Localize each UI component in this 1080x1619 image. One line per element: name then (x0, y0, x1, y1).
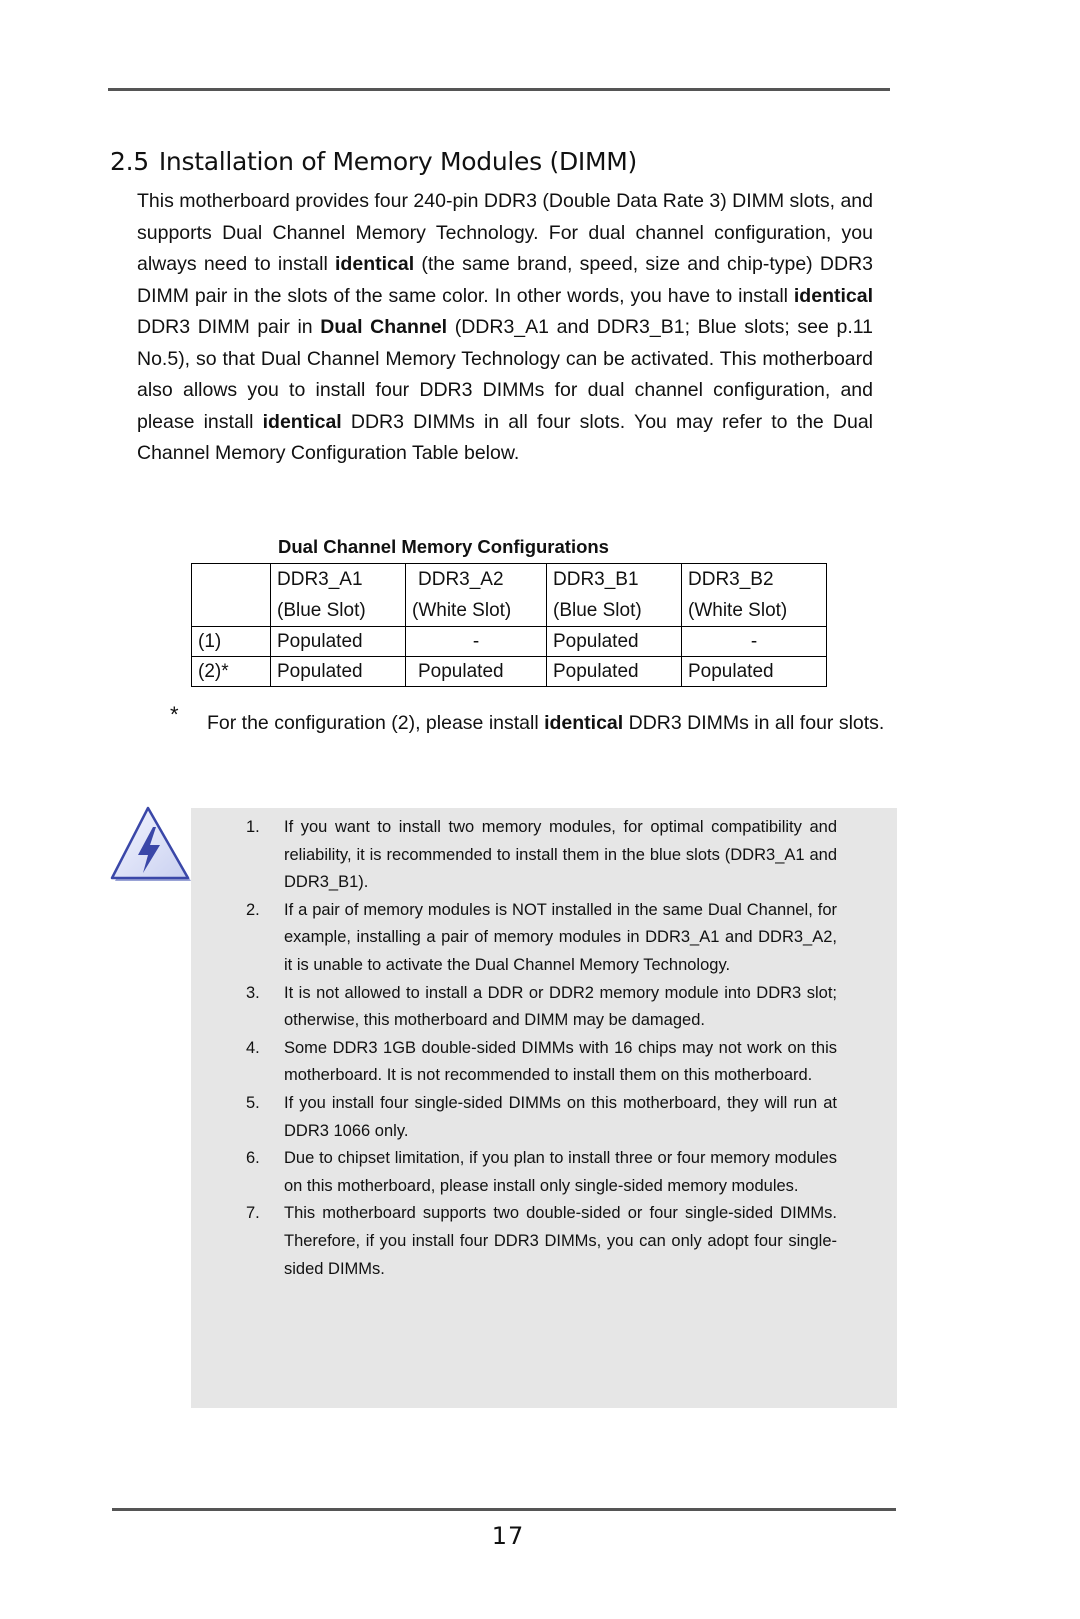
slot-color: (Blue Slot) (553, 600, 642, 621)
list-item-number: 1. (246, 818, 260, 836)
section-title-text: Installation of Memory Modules (DIMM) (158, 147, 637, 176)
list-item-text: This motherboard supports two double-sided or four single-sided DIMMs. Therefore, if you install four DDR3 DIMMs, you can only adopt four single-sided DIMMs. (284, 1204, 837, 1278)
row-label: (1) (192, 627, 271, 657)
list-item (246, 1200, 837, 1283)
list-item (246, 814, 837, 897)
table-cell: Populated (271, 627, 406, 657)
memory-config-table (191, 563, 827, 687)
list-item-number: 7. (246, 1204, 260, 1223)
list-item-text: If a pair of memory modules is NOT installed in the same Dual Channel, for example, installing a pair of memory modules in DDR3_A1 and DDR3_A2, it is unable to activate the Dual Channel Memory Technology. (284, 900, 837, 974)
list-item (246, 1090, 837, 1145)
table-row (192, 657, 827, 687)
table-cell: Populated (682, 657, 827, 687)
footnote-bold: identical (544, 712, 624, 734)
list-item-number: 4. (246, 1038, 260, 1057)
list-item-text: It is not allowed to install a DDR or DDR2 memory module into DDR3 slot; otherwise, this motherboard and DIMM may be damaged. (284, 983, 837, 1030)
header-cell-a2 (406, 564, 547, 627)
list-item-number: 5. (246, 1093, 260, 1112)
list-item (246, 980, 837, 1035)
footnote-text-part: For the configuration (2), please install (207, 712, 545, 734)
table-cell: Populated (547, 657, 682, 687)
slot-color: (White Slot) (688, 600, 788, 621)
row-label: (2)* (192, 657, 271, 687)
lightning-warning-icon (108, 805, 192, 883)
list-item (246, 1035, 837, 1090)
slot-name: DDR3_B1 (553, 569, 639, 590)
table-header-row (192, 564, 827, 627)
header-cell-a1 (271, 564, 406, 627)
list-item-number: 3. (246, 983, 260, 1002)
intro-text: DDR3 DIMMs in all four slots. You may refer to the Dual Channel Memory Configuration Table below. (137, 410, 874, 464)
slot-color: (Blue Slot) (277, 600, 366, 621)
list-item-text: Due to chipset limitation, if you plan to install three or four memory modules on this motherboard, please install only single-sided memory modules. (284, 1149, 837, 1195)
table-cell: Populated (547, 627, 682, 657)
intro-text: This motherboard provides four 240-pin DDR3 (Double Data Rate 3) DIMM slots, and supports Dual Channel Memory Technology. For dual channel configuration, you always need to install (137, 190, 873, 275)
table-cell: - (682, 627, 827, 657)
intro-paragraph (137, 186, 873, 470)
footnote-text-part: DDR3 DIMMs in all four slots. (623, 712, 885, 734)
slot-name: DDR3_A1 (277, 569, 363, 590)
page-number: 17 (491, 1522, 525, 1550)
header-rule (108, 88, 890, 91)
caution-list (246, 814, 837, 1283)
slot-color: (White Slot) (412, 600, 512, 621)
intro-text: (the same brand, speed, size and chip-type) DDR3 DIMM pair in the slots of the same color. In other words, you have to install (137, 253, 873, 307)
header-cell-b1 (547, 564, 682, 627)
table-cell: Populated (271, 657, 406, 687)
footnote-text (207, 702, 897, 745)
list-item (246, 1145, 837, 1200)
intro-bold: identical (335, 253, 415, 275)
list-item-text: If you install four single-sided DIMMs on this motherboard, they will run at DDR3 1066 only. (284, 1093, 837, 1140)
intro-bold: identical (262, 410, 342, 433)
slot-name: DDR3_A2 (418, 569, 504, 590)
slot-name: DDR3_B2 (688, 569, 774, 590)
intro-bold: identical (793, 284, 873, 307)
table-caption: Dual Channel Memory Configurations (278, 536, 609, 557)
header-cell-b2 (682, 564, 827, 627)
list-item-number: 6. (246, 1149, 260, 1168)
footer-rule (112, 1508, 896, 1511)
list-item (246, 897, 837, 980)
intro-text: DDR3 DIMM pair in (137, 316, 321, 338)
list-item-number: 2. (246, 900, 260, 919)
section-number: 2.5 (110, 147, 149, 176)
table-corner-cell (192, 564, 271, 627)
table-cell: - (406, 627, 547, 657)
list-item-text: Some DDR3 1GB double-sided DIMMs with 16 chips may not work on this motherboard. It is not recommended to install them on this motherboard. (284, 1038, 837, 1085)
section-title (110, 147, 647, 176)
footnote-marker: * (170, 702, 179, 727)
list-item-text: If you want to install two memory modules, for optimal compatibility and reliability, it is recommended to install them in the blue slots (DDR3_A1 and DDR3_B1). (284, 818, 837, 892)
table-row (192, 627, 827, 657)
table-cell: Populated (406, 657, 547, 687)
intro-text: (DDR3_A1 and DDR3_B1; Blue slots; see p.11 No.5), so that Dual Channel Memory Technology can be activated. This motherboard also allows you to install four DDR3 DIMMs for dual channel configuration, and please install (137, 316, 873, 433)
intro-bold: Dual Channel (320, 316, 448, 338)
